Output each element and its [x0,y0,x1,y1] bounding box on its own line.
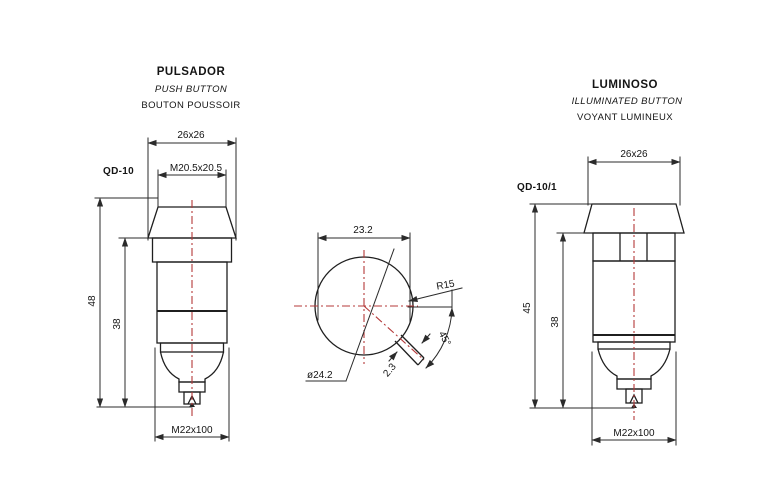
notch-side-line [395,341,418,365]
push-button-subtitle-en: PUSH BUTTON [154,84,228,95]
dim-total-height-label: 48 [87,295,98,307]
illuminated-title: LUMINOSO [592,79,658,91]
dim-total-height-label: 45 [522,302,533,314]
notch-end-line [418,358,424,365]
notch-side-line [401,335,424,358]
illuminated-button-view [517,79,684,445]
push-button-subtitle-fr: BOUTON POUSSOIR [141,100,241,111]
push-button-model-label: QD-10 [103,166,134,177]
dim-bezel-label: 26x26 [177,130,205,141]
notch-width-arrow [422,334,430,343]
dim-body-height-label: 38 [112,318,123,330]
illuminated-subtitle-en: ILLUMINATED BUTTON [571,96,683,107]
radius-leader-line [409,288,462,301]
dim-notch-width-label: 2.3 [381,361,399,380]
dim-mount-thread-label: M22x100 [171,425,213,436]
dim-body-height-label: 38 [550,316,561,328]
push-button-view [87,66,241,441]
panel-cutout-view [294,225,462,381]
diameter-leader-line [346,249,394,381]
illuminated-model-label: QD-10/1 [517,182,557,193]
dim-radius-label: R15 [435,278,456,293]
dim-bezel-label: 26x26 [620,149,648,160]
notch-width-arrow [389,352,397,361]
notch-axis-center-line [364,306,424,360]
illuminated-subtitle-fr: VOYANT LUMINEUX [577,112,673,123]
dim-diameter-label: ø24.2 [307,370,333,381]
dim-notch-angle-label: 45° [435,329,453,349]
push-button-title: PULSADOR [156,66,226,78]
dim-cap-thread-label: M20.5x20.5 [169,163,223,174]
dim-across-flats-label: 23.2 [353,225,373,236]
dim-mount-thread-label: M22x100 [613,428,655,439]
